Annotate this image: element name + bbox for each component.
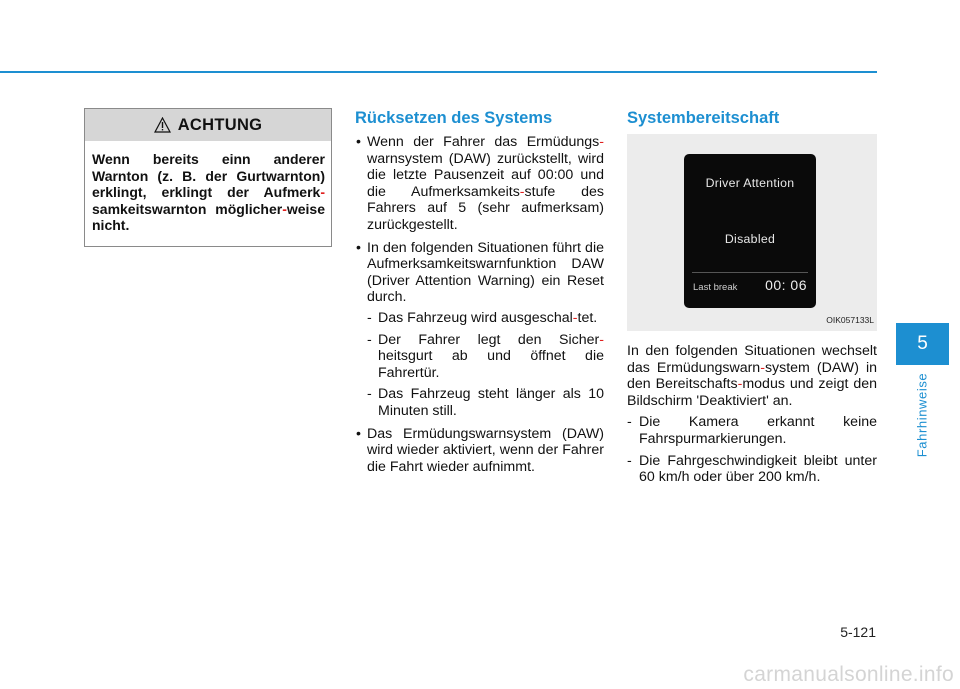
warning-text: Wenn bereits einn anderer Warnton (z. B. der Gurtwarnton) erklingt, erklingt der Aufmerk-samkeitswarnton möglicher-weise nicht. — [92, 151, 325, 234]
page-number: 5-121 — [840, 624, 876, 640]
reset-bullet-3: • Das Ermüdungswarnsystem (DAW) wird wieder aktiviert, wenn der Fahrer die Fahrt wieder aufnimmt. — [355, 426, 604, 476]
middle-column — [355, 108, 604, 481]
reset-heading: Rücksetzen des Systems — [355, 109, 553, 127]
display-status: Disabled — [724, 232, 776, 246]
reset-dash-1: - Das Fahrzeug wird ausgeschal-tet. — [367, 310, 604, 327]
warning-header — [85, 109, 331, 141]
watermark: carmanualsonline.info — [743, 663, 954, 686]
cluster-display — [684, 154, 816, 308]
chapter-number-tab: 5 — [896, 323, 949, 365]
warning-triangle-icon — [154, 117, 171, 133]
display-title: Driver Attention — [705, 176, 795, 190]
reset-dash-2: - Der Fahrer legt den Sicher-heitsgurt ab und öffnet die Fahrertür. — [367, 332, 604, 382]
readiness-heading: Systembereitschaft — [627, 109, 780, 127]
readiness-paragraph: In den folgenden Situationen wechselt das Ermüdungswarn-system (DAW) in den Bereitschafts-modus und zeigt den Bildschirm 'Deaktiviert' an. — [627, 343, 877, 409]
cluster-figure — [627, 134, 877, 331]
figure-code: OIK057133L — [826, 315, 874, 326]
right-column — [627, 108, 877, 491]
last-break-time: 00: 06 — [765, 277, 807, 293]
left-column — [84, 108, 332, 247]
warning-box — [84, 108, 332, 247]
reset-dash-3: - Das Fahrzeug steht länger als 10 Minuten still. — [367, 386, 604, 419]
reset-bullet-2: • In den folgenden Situationen führt die Aufmerksamkeitswarnfunktion DAW (Driver Attention Warning) ein Reset durch. - Das Fahrzeug wird ausgeschal-tet. - Der Fahrer legt den Sicher-heitsgurt ab und öffnet die Fahrertür. - Das Fahrzeug steht länger als 10 Minuten still. — [355, 240, 604, 420]
readiness-dash-2: - Die Fahrgeschwindigkeit bleibt unter 60 km/h oder über 200 km/h. — [627, 453, 877, 486]
readiness-dash-1: - Die Kamera erkannt keine Fahrspurmarkierungen. — [627, 414, 877, 447]
warning-title: ACHTUNG — [177, 115, 263, 134]
readiness-list — [627, 414, 877, 485]
reset-sublist — [367, 310, 604, 420]
reset-bullet-1: • Wenn der Fahrer das Ermüdungs-warnsystem (DAW) zurückstellt, wird die letzte Pausenzeit auf 00:00 und die Aufmerksamkeits-stufe des Fahrers auf 5 (sehr aufmerksam) zurückgestellt. — [355, 134, 604, 234]
reset-list — [355, 134, 604, 475]
last-break-label: Last break — [693, 282, 738, 293]
header-rule — [0, 71, 877, 73]
chapter-title: Fahrhinweise — [914, 372, 930, 458]
display-divider — [692, 272, 808, 273]
